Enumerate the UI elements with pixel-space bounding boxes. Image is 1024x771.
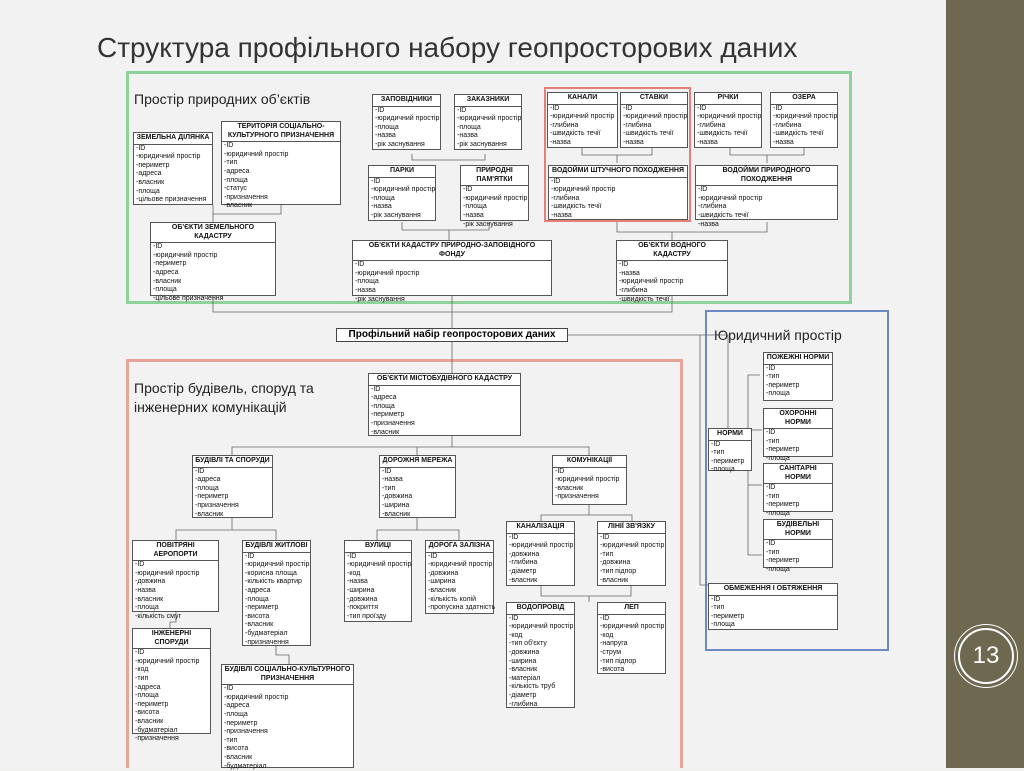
entity-attribute: -власник	[135, 595, 164, 603]
entity-attribute: -код	[509, 631, 523, 639]
entity-attribute: -власник	[600, 576, 629, 584]
entity-box	[344, 540, 412, 622]
entity-attribute: -тип	[600, 550, 614, 558]
entity-attribute: -призначення	[224, 728, 268, 736]
entity-attribute: -ID	[698, 186, 708, 194]
entity-attribute: -довжина	[600, 559, 631, 567]
entity-attribute: -периметр	[766, 381, 800, 389]
entity-attribute: -площа	[195, 484, 219, 492]
entity-attribute: -корисна площа	[245, 569, 297, 577]
entity-attribute: -ID	[766, 429, 776, 437]
entity-attribute: -рік заснування	[355, 295, 405, 303]
entity-box	[552, 455, 627, 505]
entity-attribute: -ID	[623, 104, 633, 112]
entity-name: ОБ'ЄКТИ КАДАСТРУ ПРИРОДНО-ЗАПОВІДНОГО ФОНДУ	[353, 241, 551, 261]
entity-attribute: -довжина	[509, 550, 540, 558]
entity-name: КОМУНІКАЦІЇ	[553, 456, 626, 468]
entity-attribute: -глибина	[773, 121, 802, 129]
entity-attribute: -власник	[224, 753, 253, 761]
entity-attribute: -ID	[463, 186, 473, 194]
entity-attribute: -ID	[711, 595, 721, 603]
entity-box	[368, 165, 436, 221]
entity-name: РІЧКИ	[695, 93, 761, 105]
entity-attribute: -ID	[509, 614, 519, 622]
entity-attribute: -довжина	[382, 493, 413, 501]
entity-attribute: -периметр	[136, 161, 170, 169]
entity-name: КАНАЛИ	[548, 93, 617, 105]
entity-attribute: -ID	[711, 440, 721, 448]
entity-name: ОБ'ЄКТИ ВОДНОГО КАДАСТРУ	[617, 241, 727, 261]
entity-attribute: -юридичний простір	[135, 569, 200, 577]
entity-attribute: -юридичний простір	[463, 194, 528, 202]
entity-attribute: -юридичний простір	[697, 113, 762, 121]
entity-attribute: -глибина	[550, 121, 579, 129]
entity-box	[770, 92, 838, 148]
entity-attribute: -довжина	[347, 595, 378, 603]
entity-attribute: -висота	[224, 745, 249, 753]
entity-name: БУДІВЕЛЬНІ НОРМИ	[764, 520, 832, 540]
entity-attribute: -призначення	[245, 638, 289, 646]
entity-attribute: -назва	[698, 220, 719, 228]
entity-box	[221, 121, 341, 210]
entity-name: САНІТАРНІ НОРМИ	[764, 464, 832, 484]
entity-attribute: -периметр	[766, 501, 800, 509]
root-node: Профільний набір геопросторових даних	[336, 328, 568, 342]
entity-attribute: -юридичний простір	[135, 657, 200, 665]
entity-attribute: -назва	[355, 286, 376, 294]
entity-box	[763, 352, 833, 401]
entity-attribute: -ID	[551, 177, 561, 185]
entity-attribute: -статус	[224, 185, 247, 193]
entity-attribute: -назва	[375, 132, 396, 140]
entity-attribute: -юридичний простір	[375, 115, 440, 123]
entity-attribute: -площа	[135, 604, 159, 612]
entity-attribute: -будматеріал	[135, 726, 178, 734]
entity-attribute: -будматеріал	[245, 629, 288, 637]
entity-attribute: -периметр	[766, 446, 800, 454]
entity-box	[620, 92, 688, 148]
entity-attribute: -назва	[697, 138, 718, 146]
entity-attribute: -назва	[619, 269, 640, 277]
entity-attribute: -ширина	[509, 657, 537, 665]
entity-box	[695, 165, 838, 228]
entity-box	[763, 408, 833, 462]
entity-attribute: -юридичний простір	[153, 251, 218, 259]
entity-box	[132, 628, 211, 743]
entity-attribute: -юридичний простір	[773, 113, 838, 121]
entity-name: ЗАПОВІДНИКИ	[373, 95, 440, 107]
entity-attribute: -глибина	[623, 121, 652, 129]
entity-attribute: -площа	[711, 621, 735, 629]
entity-attribute: -юридичний простір	[224, 150, 289, 158]
entity-attribute: -висота	[600, 666, 625, 674]
entity-box	[694, 92, 762, 148]
entity-attribute: -код	[600, 631, 614, 639]
entity-attribute: -швидкість течії	[697, 130, 748, 138]
entity-box	[763, 463, 833, 517]
entity-attribute: -периметр	[711, 457, 745, 465]
entity-attribute: -ID	[245, 552, 255, 560]
entity-box	[192, 455, 273, 518]
entity-box	[616, 240, 728, 303]
entity-attribute: -юридичний простір	[698, 194, 763, 202]
entity-attribute: -ID	[766, 364, 776, 372]
entity-attribute: -швидкість течії	[619, 295, 670, 303]
entity-attribute: -назва	[347, 578, 368, 586]
entity-attribute: -швидкість течії	[551, 203, 602, 211]
entity-attribute: -назва	[623, 138, 644, 146]
entity-attribute: -юридичний простір	[600, 542, 665, 550]
entity-attribute: -юридичний простір	[245, 561, 310, 569]
entity-attribute: -ID	[457, 106, 467, 114]
entity-box	[548, 165, 688, 220]
entity-attribute: -власник	[153, 277, 182, 285]
entity-attribute: -ID	[766, 484, 776, 492]
entity-name: ПОВІТРЯНІ АЕРОПОРТИ	[133, 541, 218, 561]
entity-attribute: -назва	[463, 211, 484, 219]
entity-attribute: -ID	[619, 261, 629, 269]
entity-attribute: -код	[135, 666, 149, 674]
entity-attribute: -юридичний простір	[555, 476, 620, 484]
entity-name: БУДІВЛІ ТА СПОРУДИ	[193, 456, 272, 468]
entity-box	[597, 602, 666, 674]
entity-attribute: -ID	[355, 261, 365, 269]
entity-attribute: -юридичний простір	[550, 113, 615, 121]
entity-attribute: -назва	[551, 211, 572, 219]
entity-attribute: -власник	[428, 586, 457, 594]
entity-attribute: -ширина	[347, 586, 375, 594]
region-buildings-label: Простір будівель, споруд та інженерних комунікацій	[134, 380, 314, 415]
entity-attribute: -тип підпор	[600, 657, 637, 665]
entity-box	[425, 540, 494, 614]
entity-attribute: -власник	[224, 202, 253, 210]
region-legal-label: Юридичний простір	[714, 327, 842, 343]
entity-attribute: -ID	[135, 561, 145, 569]
entity-attribute: -адреса	[245, 586, 271, 594]
entity-name: ТЕРИТОРІЯ СОЦІАЛЬНО-КУЛЬТУРНОГО ПРИЗНАЧЕННЯ	[222, 122, 340, 142]
entity-attribute: -глибина	[509, 559, 538, 567]
entity-attribute: -тип об'єкту	[509, 640, 547, 648]
entity-attribute: -власник	[509, 576, 538, 584]
entity-attribute: -кількість квартир	[245, 578, 302, 586]
entity-attribute: -назва	[773, 138, 794, 146]
entity-name: ВУЛИЦІ	[345, 541, 411, 553]
entity-attribute: -площа	[457, 123, 481, 131]
entity-name: ДОРОЖНЯ МЕРЕЖА	[380, 456, 455, 468]
entity-attribute: -ID	[371, 177, 381, 185]
entity-attribute: -тип проїзду	[347, 612, 387, 620]
entity-attribute: -площа	[245, 595, 269, 603]
entity-attribute: -площа	[766, 454, 790, 462]
entity-name: ВОДОЙМИ ПРИРОДНОГО ПОХОДЖЕННЯ	[696, 166, 837, 186]
entity-attribute: -кількість смуг	[135, 612, 182, 620]
entity-attribute: -назва	[371, 203, 392, 211]
entity-box	[460, 165, 529, 228]
entity-box	[763, 519, 833, 573]
entity-name: ПАРКИ	[369, 166, 435, 178]
entity-attribute: -площа	[371, 194, 395, 202]
entity-attribute: -площа	[766, 509, 790, 517]
entity-attribute: -ID	[382, 467, 392, 475]
entity-attribute: -адреса	[135, 683, 161, 691]
entity-attribute: -юридичний простір	[428, 561, 493, 569]
entity-attribute: -периметр	[371, 411, 405, 419]
entity-name: КАНАЛІЗАЦІЯ	[507, 522, 574, 534]
entity-attribute: -цільове призначення	[136, 196, 207, 204]
entity-name: ПРИРОДНІ ПАМ'ЯТКИ	[461, 166, 528, 186]
entity-attribute: -ID	[224, 142, 234, 150]
entity-attribute: -тип	[766, 373, 780, 381]
entity-attribute: -периметр	[153, 260, 187, 268]
entity-attribute: -призначення	[555, 493, 599, 501]
entity-attribute: -тип	[711, 604, 725, 612]
entity-box	[242, 540, 311, 646]
entity-name: ЗАКАЗНИКИ	[455, 95, 521, 107]
entity-attribute: -тип	[382, 484, 396, 492]
entity-attribute: -ID	[773, 104, 783, 112]
entity-attribute: -ID	[600, 533, 610, 541]
entity-attribute: -площа	[766, 390, 790, 398]
entity-attribute: -ID	[153, 243, 163, 251]
entity-attribute: -висота	[135, 709, 160, 717]
entity-name: ВОДОЙМИ ШТУЧНОГО ПОХОДЖЕННЯ	[549, 166, 687, 178]
entity-attribute: -глибина	[551, 194, 580, 202]
entity-attribute: -ID	[555, 467, 565, 475]
entity-attribute: -адреса	[371, 394, 397, 402]
entity-attribute: -юридичний простір	[509, 542, 574, 550]
entity-attribute: -власник	[382, 510, 411, 518]
entity-attribute: -ID	[509, 533, 519, 541]
entity-name: ЛІНІЇ ЗВ'ЯЗКУ	[598, 522, 665, 534]
entity-attribute: -ID	[375, 106, 385, 114]
entity-name: НОРМИ	[709, 429, 751, 441]
entity-attribute: -ID	[136, 144, 146, 152]
entity-attribute: -юридичний простір	[347, 561, 412, 569]
entity-name: СТАВКИ	[621, 93, 687, 105]
entity-attribute: -глибина	[698, 203, 727, 211]
entity-attribute: -тип	[766, 437, 780, 445]
entity-attribute: -площа	[224, 710, 248, 718]
page-number: 13	[958, 628, 1014, 684]
entity-attribute: -юридичний простір	[551, 186, 616, 194]
entity-attribute: -площа	[135, 692, 159, 700]
entity-attribute: -тип підпор	[600, 567, 637, 575]
entity-name: ЗЕМЕЛЬНА ДІЛЯНКА	[134, 133, 212, 145]
entity-attribute: -юридичний простір	[371, 186, 436, 194]
entity-name: ВОДОПРОВІД	[507, 603, 574, 615]
entity-attribute: -юридичний простір	[355, 269, 420, 277]
entity-attribute: -власник	[509, 666, 538, 674]
entity-attribute: -довжина	[509, 648, 540, 656]
entity-attribute: -рік заснування	[463, 220, 513, 228]
entity-attribute: -покриття	[347, 604, 379, 612]
entity-name: ОБМЕЖЕННЯ І ОБТЯЖЕННЯ	[709, 584, 837, 596]
entity-attribute: -ID	[224, 685, 234, 693]
entity-attribute: -юридичний простір	[600, 623, 665, 631]
entity-attribute: -площа	[136, 187, 160, 195]
entity-attribute: -периметр	[711, 612, 745, 620]
entity-box	[368, 373, 521, 436]
entity-attribute: -рік заснування	[371, 211, 421, 219]
entity-attribute: -власник	[245, 621, 274, 629]
entity-attribute: -власник	[371, 428, 400, 436]
entity-box	[372, 94, 441, 150]
entity-attribute: -юридичний простір	[457, 115, 522, 123]
entity-attribute: -площа	[153, 286, 177, 294]
entity-name: ПОЖЕЖНІ НОРМИ	[764, 353, 832, 365]
region-natural-label: Простір природних об’єктів	[134, 91, 311, 107]
entity-attribute: -швидкість течії	[773, 130, 824, 138]
entity-attribute: -напруга	[600, 640, 628, 648]
entity-attribute: -код	[347, 569, 361, 577]
entity-attribute: -адреса	[136, 170, 162, 178]
entity-box	[506, 521, 575, 586]
entity-attribute: -юридичний простір	[136, 153, 201, 161]
entity-attribute: -адреса	[224, 167, 250, 175]
entity-attribute: -адреса	[195, 476, 221, 484]
entity-attribute: -ID	[766, 540, 776, 548]
entity-box	[379, 455, 456, 518]
entity-attribute: -ширина	[382, 501, 410, 509]
entity-attribute: -площа	[375, 123, 399, 131]
entity-attribute: -глибина	[509, 700, 538, 708]
entity-attribute: -площа	[371, 402, 395, 410]
entity-attribute: -призначення	[224, 193, 268, 201]
entity-attribute: -адреса	[224, 702, 250, 710]
entity-attribute: -рік заснування	[457, 140, 507, 148]
entity-name: ОБ'ЄКТИ ЗЕМЕЛЬНОГО КАДАСТРУ	[151, 223, 275, 243]
entity-name: ДОРОГА ЗАЛІЗНА	[426, 541, 493, 553]
entity-attribute: -власник	[195, 510, 224, 518]
entity-attribute: -призначення	[371, 419, 415, 427]
entity-name: ІНЖЕНЕРНІ СПОРУДИ	[133, 629, 210, 649]
entity-attribute: -адреса	[153, 268, 179, 276]
entity-attribute: -довжина	[428, 569, 459, 577]
entity-attribute: -площа	[711, 466, 735, 474]
entity-attribute: -юридичний простір	[224, 693, 289, 701]
entity-attribute: -ID	[550, 104, 560, 112]
entity-box	[150, 222, 276, 302]
entity-attribute: -ширина	[428, 578, 456, 586]
entity-attribute: -кількість колій	[428, 595, 477, 603]
slide-title: Структура профільного набору геопросторових даних	[97, 32, 798, 63]
entity-attribute: -юридичний простір	[623, 113, 688, 121]
entity-attribute: -рік заснування	[375, 140, 425, 148]
entity-attribute: -власник	[135, 717, 164, 725]
entity-attribute: -юридичний простір	[619, 278, 684, 286]
entity-name: ОХОРОННІ НОРМИ	[764, 409, 832, 429]
entity-attribute: -ID	[371, 385, 381, 393]
entity-box	[708, 583, 838, 630]
entity-attribute: -висота	[245, 612, 270, 620]
entity-attribute: -призначення	[135, 735, 179, 743]
entity-attribute: -ID	[347, 552, 357, 560]
entity-box	[597, 521, 666, 586]
entity-attribute: -швидкість течії	[550, 130, 601, 138]
entity-attribute: -пропускна здатність	[428, 604, 496, 612]
entity-attribute: -ID	[195, 467, 205, 475]
entity-attribute: -площа	[463, 203, 487, 211]
entity-attribute: -тип	[766, 548, 780, 556]
entity-name: БУДІВЛІ СОЦІАЛЬНО-КУЛЬТУРНОГО ПРИЗНАЧЕННЯ	[222, 665, 353, 685]
entity-box	[454, 94, 522, 150]
entity-box	[506, 602, 575, 708]
entity-attribute: -глибина	[619, 286, 648, 294]
entity-attribute: -периметр	[195, 493, 229, 501]
entity-name: ЛЕП	[598, 603, 665, 615]
entity-attribute: -назва	[382, 476, 403, 484]
entity-attribute: -тип	[135, 674, 149, 682]
entity-attribute: -площа	[224, 176, 248, 184]
entity-attribute: -назва	[135, 586, 156, 594]
entity-attribute: -кількість труб	[509, 683, 556, 691]
entity-name: ОЗЕРА	[771, 93, 837, 105]
entity-attribute: -тип	[766, 492, 780, 500]
entity-attribute: -довжина	[135, 578, 166, 586]
entity-name: БУДІВЛІ ЖИТЛОВІ	[243, 541, 310, 553]
entity-attribute: -периметр	[135, 700, 169, 708]
entity-attribute: -власник	[555, 484, 584, 492]
entity-attribute: -ID	[428, 552, 438, 560]
entity-attribute: -назва	[457, 132, 478, 140]
entity-attribute: -діаметр	[509, 691, 537, 699]
entity-attribute: -тип	[224, 159, 238, 167]
entity-name: ОБ'ЄКТИ МІСТОБУДІВНОГО КАДАСТРУ	[369, 374, 520, 386]
entity-box	[133, 132, 213, 205]
entity-attribute: -цільове призначення	[153, 294, 224, 302]
entity-attribute: -площа	[766, 565, 790, 573]
entity-attribute: -ID	[600, 614, 610, 622]
entity-attribute: -будматеріал	[224, 762, 267, 770]
entity-attribute: -діаметр	[509, 567, 537, 575]
entity-box	[132, 540, 219, 620]
entity-attribute: -ID	[135, 649, 145, 657]
entity-attribute: -тип	[224, 736, 238, 744]
entity-attribute: -периметр	[766, 557, 800, 565]
entity-attribute: -юридичний простір	[509, 623, 574, 631]
entity-attribute: -призначення	[195, 501, 239, 509]
entity-attribute: -швидкість течії	[623, 130, 674, 138]
entity-box	[708, 428, 752, 474]
entity-attribute: -швидкість течії	[698, 211, 749, 219]
entity-attribute: -глибина	[697, 121, 726, 129]
entity-attribute: -власник	[136, 178, 165, 186]
entity-box	[352, 240, 552, 303]
entity-attribute: -площа	[355, 278, 379, 286]
entity-attribute: -матеріал	[509, 674, 541, 682]
entity-attribute: -ID	[697, 104, 707, 112]
entity-box	[547, 92, 618, 148]
entity-attribute: -назва	[550, 138, 571, 146]
entity-attribute: -периметр	[245, 604, 279, 612]
entity-attribute: -струм	[600, 648, 622, 656]
entity-box	[221, 664, 354, 768]
entity-attribute: -периметр	[224, 719, 258, 727]
entity-attribute: -тип	[711, 449, 725, 457]
